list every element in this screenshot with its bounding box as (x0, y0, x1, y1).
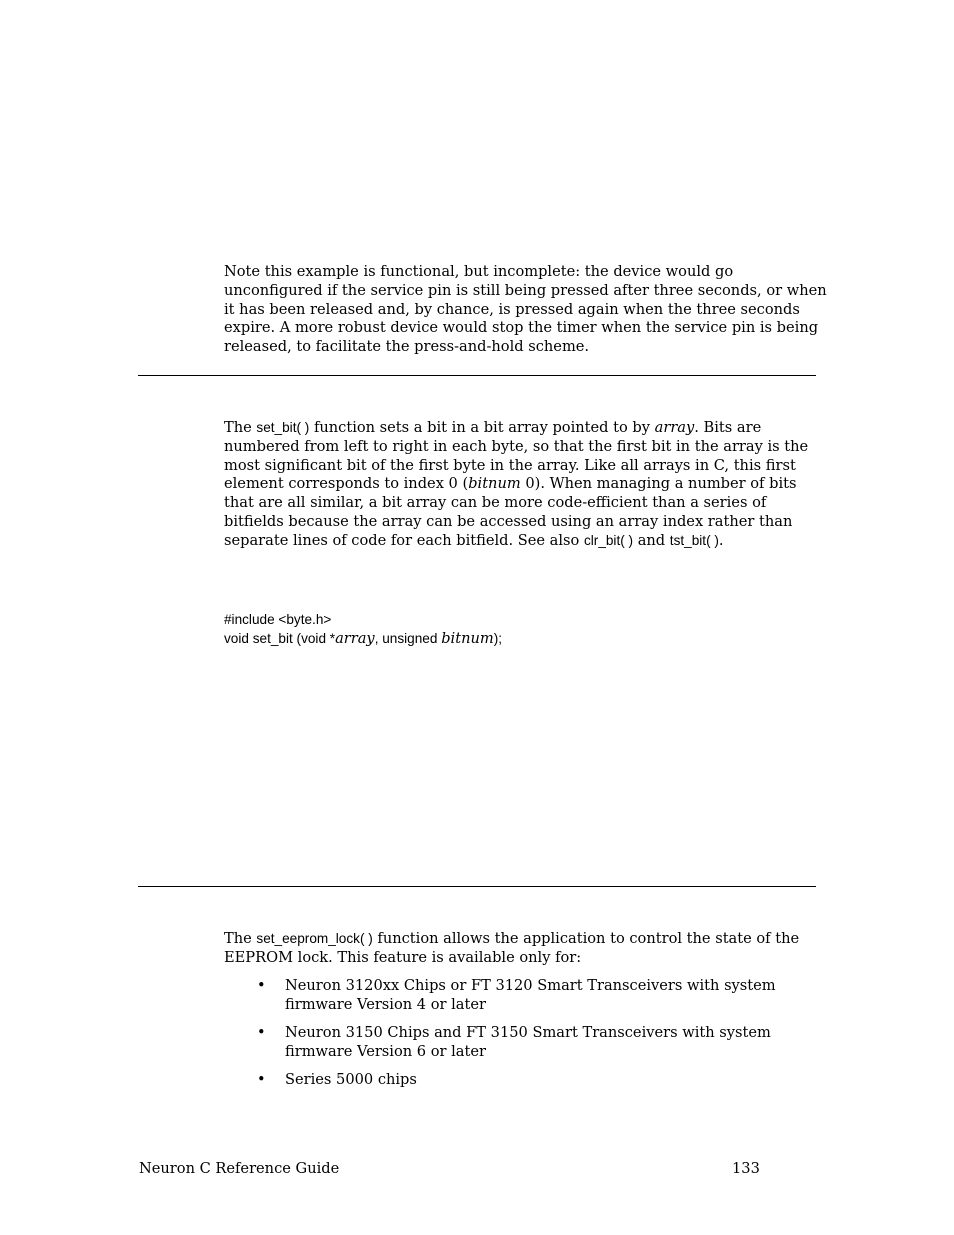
desc-line: separate lines of code for each bitfield. See also clr_bit( ) and tst_bit( ). (224, 531, 724, 549)
section-divider (138, 886, 816, 887)
note-line: released, to facilitate the press-and-hold scheme. (224, 338, 590, 356)
param-bitnum: bitnum (468, 475, 521, 493)
param-array: array (335, 629, 375, 647)
list-item: • Neuron 3120xx Chips or FT 3120 Smart Transceivers with system firmware Version 4 or later (257, 977, 776, 1013)
footer-title: Neuron C Reference Guide (139, 1160, 340, 1177)
param-bitnum: bitnum (441, 629, 494, 647)
desc-line: numbered from left to right in each byte, so that the first bit in the array is the (224, 437, 809, 455)
section-divider (138, 375, 816, 376)
desc-line: element corresponds to index 0 (bitnum 0). When managing a number of bits (224, 475, 797, 493)
page-number: 133 (732, 1160, 760, 1177)
note-line: Note this example is functional, but incomplete: the device would go (224, 263, 734, 280)
list-item: • Neuron 3150 Chips and FT 3150 Smart Transceivers with system firmware Version 6 or later (257, 1024, 771, 1060)
desc-line: that are all similar, a bit array can be more code-efficient than a series of (224, 494, 767, 512)
note-paragraph (224, 263, 827, 357)
function-name-set-bit: set_bit( ) (256, 420, 310, 435)
syntax-declaration: void set_bit (void *array, unsigned bitnum); (224, 629, 503, 647)
desc-line: The set_eeprom_lock( ) function allows the application to control the state of the (224, 930, 800, 947)
note-line: it has been released and, by chance, is pressed again when the three seconds (224, 300, 800, 318)
desc-line: EEPROM lock. This feature is available only for: (224, 948, 582, 966)
set-eeprom-lock-description (224, 930, 809, 968)
note-line: expire. A more robust device would stop the timer when the service pin is being (224, 319, 819, 337)
param-array: array (654, 419, 695, 436)
availability-list (224, 977, 809, 1099)
note-line: unconfigured if the service pin is still being pressed after three seconds, or when (224, 281, 827, 299)
desc-line: bitfields because the array can be accessed using an array index rather than (224, 512, 793, 530)
list-item: • Series 5000 chips (257, 1071, 417, 1089)
set-bit-syntax (224, 611, 809, 649)
bullet-icon: • (257, 977, 266, 994)
bullet-icon: • (257, 1071, 266, 1089)
set-bit-description (224, 419, 809, 551)
desc-line: most significant bit of the first byte in the array. Like all arrays in C, this first (224, 456, 796, 474)
bullet-icon: • (257, 1024, 266, 1042)
function-name-tst-bit: tst_bit( ) (669, 532, 719, 548)
function-name-clr-bit: clr_bit( ) (583, 532, 634, 548)
syntax-include: #include <byte.h> (224, 612, 332, 627)
function-name-set-eeprom-lock: set_eeprom_lock( ) (256, 931, 373, 946)
desc-line: The set_bit( ) function sets a bit in a bit array pointed to by array. Bits are (224, 419, 762, 436)
